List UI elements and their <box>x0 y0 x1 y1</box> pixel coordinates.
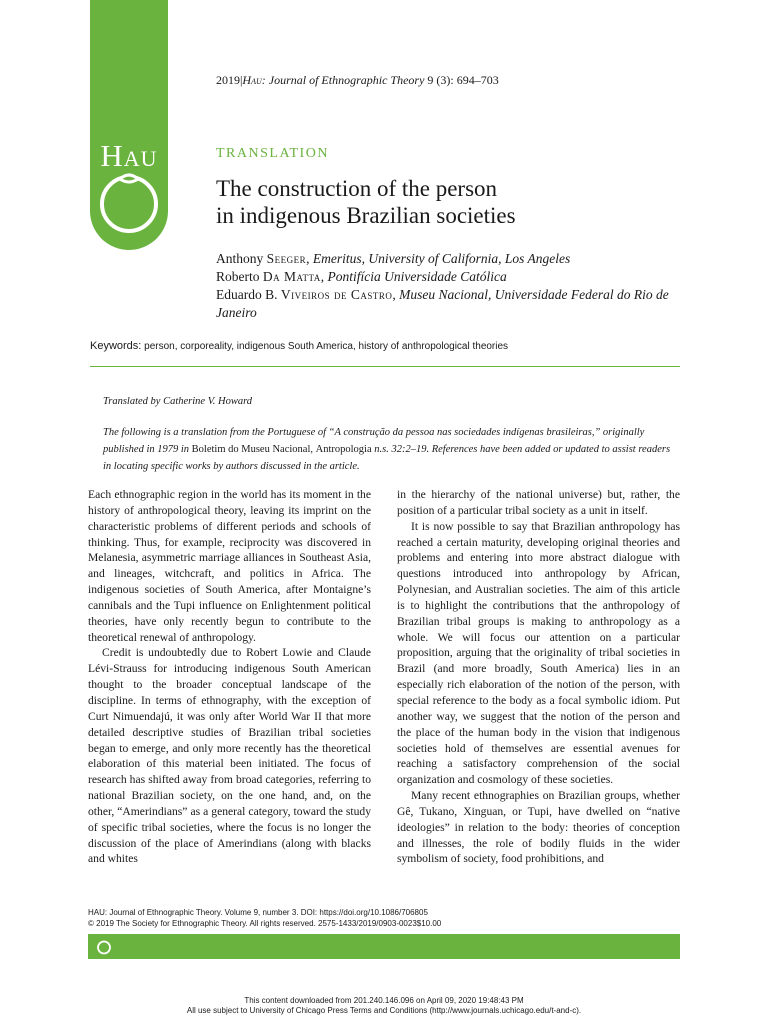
keywords: Keywords: person, corporeality, indigenous South America, history of anthropological theories <box>90 340 509 352</box>
body-column-right <box>397 487 680 867</box>
divider <box>90 366 680 367</box>
download-notice: This content downloaded from 201.240.146.096 on April 09, 2020 19:48:43 PM All use subject to University of Chicago Press Terms and Conditions (http://www.journals.uchicago.edu/t-and-c). <box>186 996 582 1015</box>
paragraph: It is now possible to say that Brazilian anthropology has reached a certain maturity, developing original theories and problems and entering into more abstract dialogue with questions introduced into anthropology by African, Polynesian, and Australian societies. The aim of this article is to highlight the contributions that the anthropology of Brazilian tribal groups is making to anthropology as a whole. We will focus our attention on a particular proposition, arguing that the originality of tribal societies in Brazil (and more broadly, South America) lies in an especially rich elaboration of the notion of the person, with special reference to the body as a focal symbolic idiom. Put another way, we suggest that the notion of the person and the place of the human body in the vision that indigenous societies hold of themselves are essential avenues for reaching a satisfactory comprehension of the social organization and cosmology of these societies. <box>397 519 680 787</box>
author-line: Anthony Seeger, Emeritus, University of California, Los Angeles <box>216 251 571 266</box>
ouroboros-icon <box>98 168 160 234</box>
paragraph: Many recent ethnographies on Brazilian groups, whether Gê, Tukano, Xinguan, or Tupi, have dwelled on “native ideologies” in relation to the body: theories of conception and illnesses, the role of bodily fluids in the wider symbolism of society, food prohibitions, and <box>397 789 680 866</box>
paragraph: in the hierarchy of the national universe) but, rather, the position of a particular tribal society as a unit in itself. <box>397 488 680 517</box>
article-title: The construction of the person in indigenous Brazilian societies <box>216 176 516 228</box>
author-line: Eduardo B. Viveiros de Castro, Museu Nacional, Universidade Federal do Rio de Janeiro <box>216 287 669 320</box>
journal-logo-tab <box>90 0 168 250</box>
footer-bar <box>88 934 680 959</box>
author-line: Roberto Da Matta, Pontifícia Universidade Católica <box>216 269 507 284</box>
citation-line: 2019|Hau: Journal of Ethnographic Theory 9 (3): 694–703 <box>216 73 499 87</box>
translator-credit: Translated by Catherine V. Howard <box>103 396 253 407</box>
page-footer: HAU: Journal of Ethnographic Theory. Volume 9, number 3. DOI: https://doi.org/10.1086/706805 © 2019 The Society for Ethnographic Theory. All rights reserved. 2575-1433/2019/0903-0023$10.00 <box>88 908 442 928</box>
journal-logo-text: Hau <box>100 138 158 173</box>
translation-note: The following is a translation from the Portuguese of “A construção da pessoa nas sociedades indígenas brasileiras,” originally published in 1979 in Boletim do Museu Nacional, Antropologia n.s. 32:2–19. References have been added or updated to assist readers in locating specific works by authors discussed in the article. <box>103 427 671 472</box>
ouroboros-icon <box>96 939 112 955</box>
paragraph: Credit is undoubtedly due to Robert Lowie and Claude Lévi-Strauss for introducing indigenous South American thought to the broader conceptual landscape of the discipline. In terms of ethnography, with the exception of Curt Nimuendajú, it was only after World War II that more detailed descriptive studies of Brazilian tribal societies began to emerge, and only more recently has the theoretical elaboration of this material been initiated. The focus of research has shifted away from broad categories, referring to national Brazilian society, on the one hand, and, on the other, “Amerindians” as a general category, toward the study of specific tribal societies, where the focus is no longer the discussion of the place of Amerindians (along with blacks and whites <box>88 646 371 866</box>
author-list <box>216 250 696 322</box>
paragraph: Each ethnographic region in the world has its moment in the history of anthropological theory, leaving its imprint on the characteristic problems of different periods and schools of thinking. Thus, for example, reciprocity was discovered in Melanesia, asymmetric marriage alliances in Southeast Asia, and lineages, witchcraft, and politics in Africa. The indigenous societies of South America, after Montaigne’s cannibals and the Tupi influence on Enlightenment political theories, have only recently begun to contribute to the theoretical renewal of anthropology. <box>88 488 371 644</box>
body-column-left <box>88 487 371 867</box>
section-label: TRANSLATION <box>216 146 329 161</box>
